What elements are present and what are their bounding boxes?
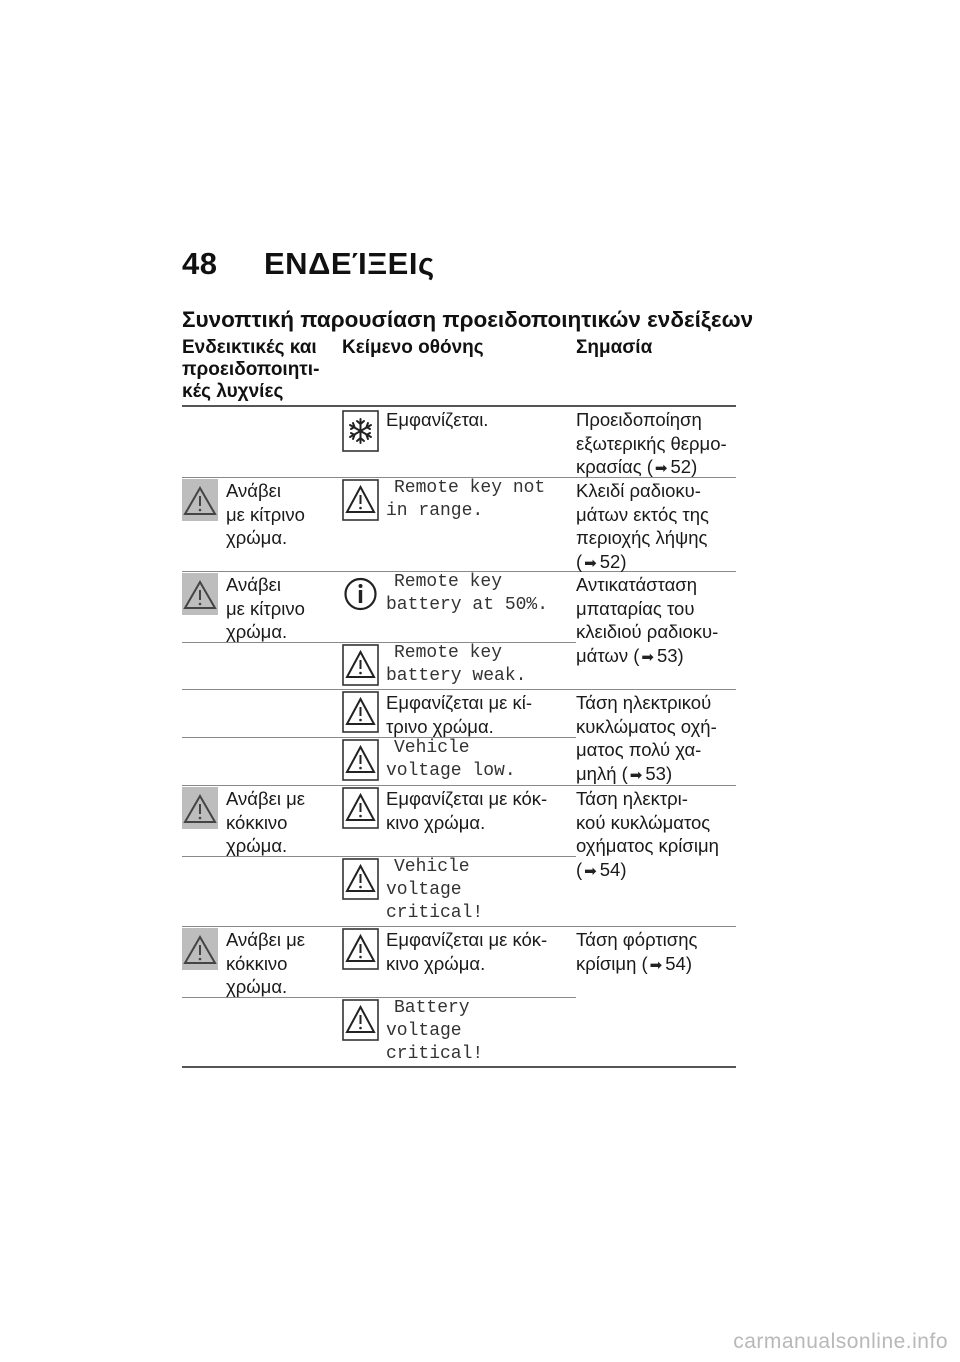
display-text-r10: Battery voltage critical!	[386, 998, 484, 1064]
display-text-r1: Εμφανίζεται.	[386, 409, 489, 430]
warning-lamp-icon	[182, 928, 218, 970]
chapter-title: ΕΝΔΕΊΞΕΙς	[264, 246, 435, 281]
warning-lamp-icon	[182, 787, 218, 829]
warning-triangle-icon	[342, 479, 379, 521]
warning-lamp-icon	[182, 573, 218, 615]
arrow-ref-icon: ➡	[629, 766, 643, 784]
section-title: Συνοπτική παρουσίαση προειδοποιητικών ενδείξεων	[182, 307, 754, 332]
display-text-r4: Remote key battery weak.	[386, 643, 527, 686]
display-text-r2: Remote key not in range.	[386, 478, 546, 521]
meaning-r3: Αντικατάσταση μπαταρίας του κλειδιού ραδιοκυ- μάτων ( ➡ 53)	[576, 573, 718, 669]
warning-triangle-icon	[342, 928, 379, 970]
arrow-ref-icon: ➡	[584, 862, 597, 880]
display-text-r5: Εμφανίζεται με κί- τρινο χρώμα.	[386, 692, 533, 737]
page-number: 48	[182, 246, 218, 281]
display-text-r6: Vehicle voltage low.	[386, 738, 516, 781]
arrow-ref-icon: ➡	[649, 956, 663, 974]
row-divider	[182, 689, 736, 690]
display-text-r9: Εμφανίζεται με κόκ- κινο χρώμα.	[386, 929, 548, 974]
arrow-ref-icon: ➡	[641, 648, 654, 666]
meaning-r5: Τάση ηλεκτρικού κυκλώματος οχή- ματος πολύ χα- μηλή ( ➡ 53)	[576, 691, 717, 787]
info-icon	[342, 573, 379, 615]
watermark: carmanualsonline.info	[733, 1330, 948, 1353]
row-divider	[182, 926, 736, 927]
display-text-r7: Εμφανίζεται με κόκ- κινο χρώμα.	[386, 788, 548, 833]
warning-lamp-icon	[182, 479, 218, 521]
table-bottom-rule	[182, 1066, 736, 1068]
arrow-ref-icon: ➡	[654, 460, 668, 478]
column-header-lamps: Ενδεικτικές και προειδοποιητι- κές λυχνίες	[182, 337, 320, 402]
warning-triangle-icon	[342, 999, 379, 1041]
meaning-r2: Κλειδί ραδιοκυ- μάτων εκτός της περιοχής λήψης ( ➡ 52)	[576, 479, 709, 575]
lamp-text-r2: Ανάβει με κίτρινο χρώμα.	[226, 480, 305, 549]
page-header	[182, 246, 435, 282]
warning-triangle-icon	[342, 787, 379, 829]
display-text-r8: Vehicle voltage critical!	[386, 857, 484, 923]
warning-triangle-icon	[342, 691, 379, 733]
table-top-rule	[182, 405, 736, 407]
meaning-r9: Τάση φόρτισης κρίσιμη ( ➡ 54)	[576, 928, 697, 977]
column-header-display-text: Κείμενο οθόνης	[342, 337, 484, 358]
meaning-r1: Προειδοποίηση εξωτερικής θερμο- κρασίας ( ➡ 52)	[576, 408, 727, 481]
lamp-text-r9: Ανάβει με κόκκινο χρώμα.	[226, 929, 305, 998]
warning-triangle-icon	[342, 739, 379, 781]
arrow-ref-icon: ➡	[584, 554, 597, 572]
display-text-r3: Remote key battery at 50%.	[386, 572, 549, 615]
column-header-meaning: Σημασία	[576, 337, 653, 358]
warning-triangle-icon	[342, 644, 379, 686]
snowflake-icon	[342, 410, 379, 452]
meaning-r7: Τάση ηλεκτρι- κού κυκλώματος οχήματος κρίσιμη ( ➡ 54)	[576, 787, 719, 883]
warning-triangle-icon	[342, 858, 379, 900]
lamp-text-r7: Ανάβει με κόκκινο χρώμα.	[226, 788, 305, 857]
lamp-text-r3: Ανάβει με κίτρινο χρώμα.	[226, 574, 305, 643]
